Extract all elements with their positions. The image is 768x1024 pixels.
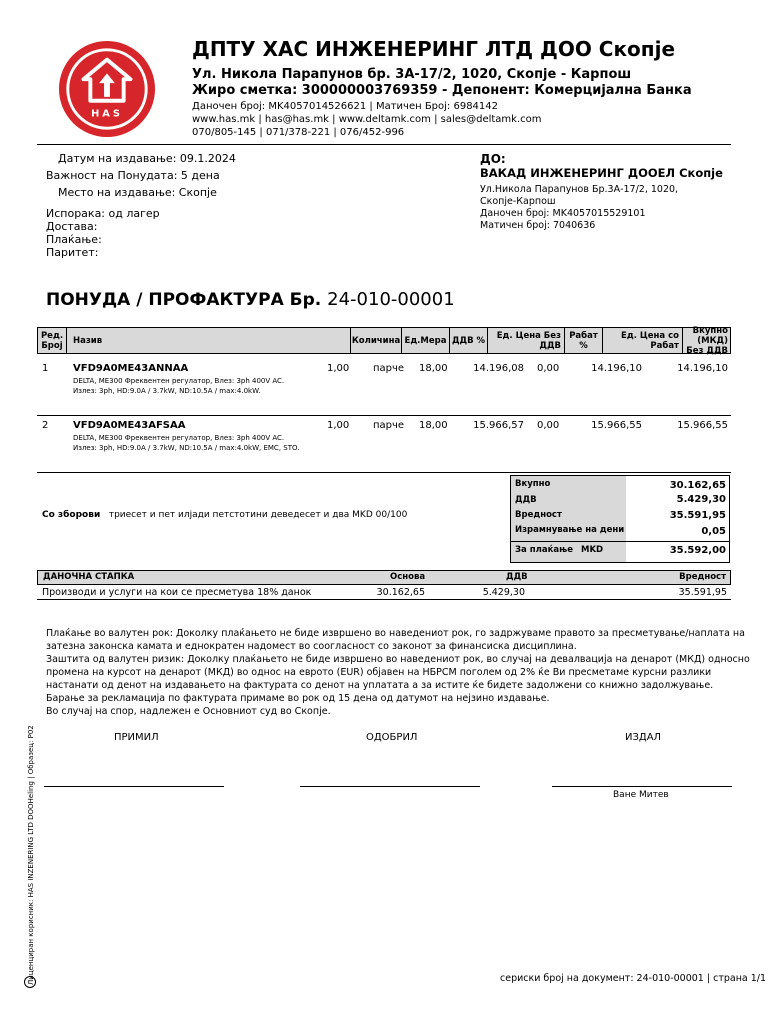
document-footer: сериски број на документ: 24-010-00001 | страна 1/1 [500, 973, 767, 984]
place-value: Скопје [178, 186, 217, 199]
item-code: VFD9A0ME43AFSAA [73, 420, 186, 431]
vertical-license-text: Лиценциран корисник: HAS INZENERING LTD DOOHeling | Образец: P02 [27, 725, 35, 985]
th-total: Вкупно (МКД) Без ДДВ [686, 325, 728, 356]
vat-label: ДДВ [515, 495, 537, 505]
date-row [58, 152, 236, 165]
items-table-header [37, 327, 731, 354]
parity-label: Паритет: [46, 246, 99, 259]
item-price: 14.196,08 [473, 363, 524, 374]
item-desc-line1: DELTA, ME300 Фреквентен регулатор, Влез: 3ph 400V AC. [73, 377, 285, 385]
pay-label: За плаќање [515, 545, 573, 555]
company-logo [58, 40, 156, 138]
date-label: Датум на издавање: [58, 152, 177, 165]
words-label: Со зборови [42, 510, 101, 520]
item-price: 15.966,57 [473, 420, 524, 431]
item-total: 15.966,55 [677, 420, 728, 431]
approved-signature-line [300, 786, 480, 787]
item-vat: 18,00 [419, 363, 448, 374]
logo-text: HAS [91, 108, 123, 120]
place-row [58, 186, 217, 199]
recipient-name: ВАКАД ИНЖЕНЕРИНГ ДООЕЛ Скопје [480, 166, 723, 180]
note-line: настанати од денот на издавањето на фактурата со денот на уплатата а за истите ќе бидете задолжени со книжно задолжување. [46, 680, 714, 691]
item-unit: парче [373, 420, 405, 431]
document-title-text: ПОНУДА / ПРОФАКТУРА Бр. [46, 290, 322, 310]
item-unit: парче [373, 363, 405, 374]
document-number: 24-010-00001 [327, 289, 455, 310]
validity-label: Важност на Понудата: [46, 169, 178, 182]
note-line: Во случај на спор, надлежен е Основниот суд во Скопје. [46, 706, 331, 717]
company-name: ДПТУ ХАС ИНЖЕНЕРИНГ ЛТД ДОО Скопје [192, 37, 676, 61]
shipping-label: Достава: [46, 220, 98, 233]
items-bottom-divider [37, 472, 731, 473]
tax-row-desc: Производи и услуги на кои се пресметува 18% данок [42, 587, 312, 598]
tax-bottom-line [37, 599, 731, 600]
tax-h-value: Вредност [679, 572, 726, 582]
recipient-address1: Ул.Никола Парапунов Бр.3А-17/2, 1020, [480, 184, 679, 195]
th-name: Назив [67, 328, 351, 353]
company-phones: 070/805-145 | 071/378-221 | 076/452-996 [192, 127, 405, 138]
note-line: Заштита од валутен ризик: Доколку плаќањето не биде извршено во наведениот рок, во случај на девалвација на денарот (МКД) односно [46, 654, 750, 665]
total-label: Вкупно [515, 479, 551, 489]
th-discount: Рабат % [565, 328, 603, 353]
rounding-label: Израмнување на дени [515, 525, 625, 535]
company-tax: Даночен број: MK4057014526621 | Матичен Број: 6984142 [192, 101, 499, 112]
value-value: 35.591,95 [669, 510, 726, 521]
delivery-label: Испорака: [46, 207, 106, 220]
item-no: 2 [42, 420, 49, 431]
pay-value: 35.592,00 [669, 545, 726, 556]
item-code: VFD9A0ME43ANNAA [73, 363, 189, 374]
recipient-title: ДО: [480, 152, 506, 166]
item-price-disc: 15.966,55 [591, 420, 642, 431]
note-line: промена на курсот на денарот (МКД) во однос на еврото (EUR) објавен на НБРСМ поголем од 2% ќе Ви пресметаме курсни разлики [46, 667, 712, 678]
item-discount: 0,00 [537, 420, 560, 431]
header-divider [37, 144, 731, 145]
delivery-row [46, 207, 160, 220]
tax-row-base: 30.162,65 [376, 587, 425, 598]
issued-label: ИЗДАЛ [625, 732, 662, 743]
payment-label: Плаќање: [46, 233, 102, 246]
note-line: Плаќање во валутен рок: Доколку плаќањето не биде извршено во наведениот рок, го задржуваме правото за пресметување/наплата на [46, 628, 745, 639]
validity-value: 5 дена [180, 169, 220, 182]
company-giro: Жиро сметка: 300000003769359 - Депонент: Комерцијална Банка [192, 83, 692, 98]
tax-row-value: 35.591,95 [678, 587, 727, 598]
note-line: затезна законска камата и еднократен надомест во соогласност со законот за финансиска дисциплина. [46, 641, 577, 652]
tax-row-vat: 5.429,30 [482, 587, 525, 598]
th-price-disc: Ед. Цена со Рабат [603, 328, 683, 353]
pay-currency: MKD [581, 545, 604, 555]
company-web: www.has.mk | has@has.mk | www.deltamk.com | sales@deltamk.com [192, 114, 542, 125]
item-price-disc: 14.196,10 [591, 363, 642, 374]
item-no: 1 [42, 363, 49, 374]
rounding-value: 0,05 [701, 526, 726, 537]
tax-h-rate: ДАНОЧНА СТАПКА [43, 572, 135, 582]
th-unit: Ед.Мера [402, 328, 450, 353]
delivery-value: од лагер [108, 207, 160, 220]
total-value: 30.162,65 [669, 480, 726, 491]
item-desc-line1: DELTA, ME300 Фреквентен регулатор, Влез: 3ph 400V AC. [73, 434, 285, 442]
company-address: Ул. Никола Парапунов бр. 3А-17/2, 1020, Скопје - Карпош [192, 67, 632, 82]
item-total: 14.196,10 [677, 363, 728, 374]
received-signature-line [44, 786, 224, 787]
value-label: Вредност [515, 510, 562, 520]
recipient-tax: Даночен број: MK4057015529101 [480, 208, 646, 219]
words-text: триесет и пет илјади петстотини деведесет и два MKD 00/100 [108, 510, 408, 520]
item-divider [37, 415, 731, 416]
vat-value: 5.429,30 [676, 494, 726, 505]
item-desc-line2: Излез: 3ph, HD:9.0A / 3.7kW, ND:10.5A / max:4.0kW, EMC, STO. [73, 444, 300, 452]
tax-table-header [37, 570, 731, 585]
tax-h-base: Основа [390, 572, 426, 582]
item-qty: 1,00 [327, 420, 350, 431]
note-line: Барање за рекламација по фактурата примаме во рок од 15 дена од датумот на нејзино издавање. [46, 693, 550, 704]
place-label: Место на издавање: [58, 186, 176, 199]
recipient-reg: Матичен број: 7040636 [480, 220, 596, 231]
received-label: ПРИМИЛ [114, 732, 159, 743]
tax-h-vat: ДДВ [506, 572, 528, 582]
issued-signature-line [552, 786, 732, 787]
th-no: Ред. Број [38, 328, 67, 353]
th-price: Ед. Цена Без ДДВ [488, 328, 565, 353]
item-qty: 1,00 [327, 363, 350, 374]
validity-row [46, 169, 220, 182]
totals-divider [510, 541, 730, 542]
stamp-icon [24, 976, 36, 988]
words-row [42, 510, 407, 520]
th-vat: ДДВ % [450, 328, 488, 353]
item-vat: 18,00 [419, 420, 448, 431]
issuer-name: Ване Митев [613, 790, 669, 800]
th-qty: Количина [351, 328, 402, 353]
item-desc-line2: Излез: 3ph, HD:9.0A / 3.7kW, ND:10.5A / max:4.0kW. [73, 387, 261, 395]
date-value: 09.1.2024 [179, 152, 236, 165]
document-title [46, 289, 455, 310]
approved-label: ОДОБРИЛ [366, 732, 418, 743]
recipient-address2: Скопје-Карпош [480, 196, 556, 207]
item-discount: 0,00 [537, 363, 560, 374]
